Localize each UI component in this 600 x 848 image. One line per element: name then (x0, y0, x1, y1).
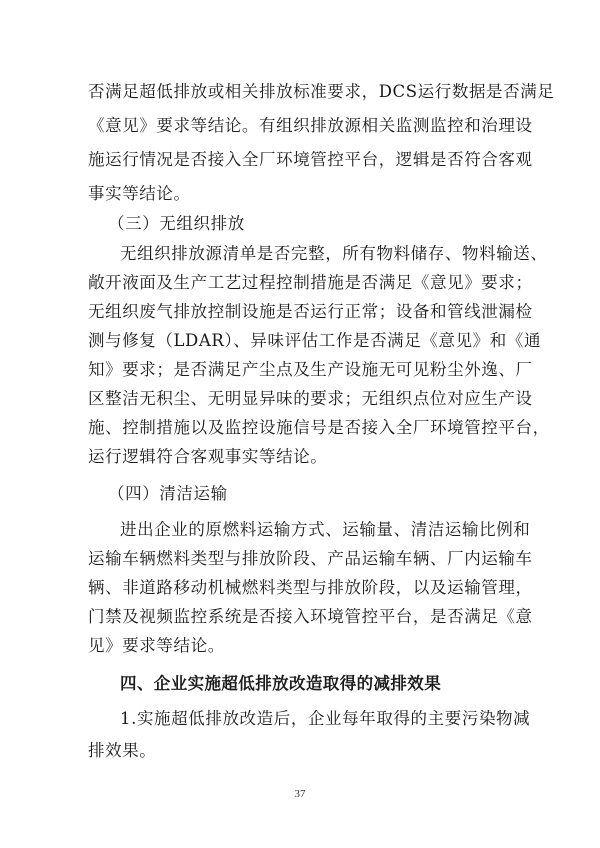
section-heading: （四）清洁运输 (108, 484, 228, 503)
body-text-line: 事实等结论。 (88, 184, 191, 203)
body-text-line: 区整洁无积尘、无明显异味的要求；无组织点位对应生产设 (88, 389, 533, 408)
body-text-line: 运行逻辑符合客观事实等结论。 (88, 447, 328, 466)
section-heading: （三）无组织排放 (108, 214, 245, 233)
page-number: 37 (294, 788, 306, 800)
body-text-line: 敞开液面及生产工艺过程控制措施是否满足《意见》要求； (88, 273, 533, 292)
body-text-line: 知》要求；是否满足产尘点及生产设施无可见粉尘外逸、厂 (88, 360, 533, 379)
body-text-line: 门禁及视频监控系统是否接入环境管控平台，是否满足《意 (88, 607, 533, 626)
chapter-heading: 四、企业实施超低排放改造取得的减排效果 (120, 674, 442, 693)
body-text-line: 见》要求等结论。 (88, 636, 225, 655)
body-text-line: 测与修复（LDAR）、异味评估工作是否满足《意见》和《通 (88, 331, 542, 350)
body-text-line: 运输车辆燃料类型与排放阶段、产品运输车辆、厂内运输车 (88, 549, 533, 568)
body-text-line: 施、控制措施以及监控设施信号是否接入全厂环境管控平台， (88, 418, 550, 437)
paragraph-first-line: 进出企业的原燃料运输方式、运输量、清洁运输比例和 (120, 520, 531, 539)
body-text-line: 否满足超低排放或相关排放标准要求，DCS运行数据是否满足 (88, 82, 555, 101)
body-text-line: 排效果。 (88, 741, 157, 760)
body-text-line: 施运行情况是否接入全厂环境管控平台，逻辑是否符合客观 (88, 150, 533, 169)
body-text-line: 无组织废气排放控制设施是否运行正常；设备和管线泄漏检 (88, 302, 533, 321)
body-text-line: 辆、非道路移动机械燃料类型与排放阶段，以及运输管理， (88, 578, 533, 597)
paragraph-first-line: 无组织排放源清单是否完整，所有物料储存、物料输送、 (120, 244, 548, 263)
body-text-line: 《意见》要求等结论。有组织排放源相关监测监控和治理设 (88, 116, 533, 135)
paragraph-first-line: 1.实施超低排放改造后，企业每年取得的主要污染物减 (120, 709, 531, 728)
